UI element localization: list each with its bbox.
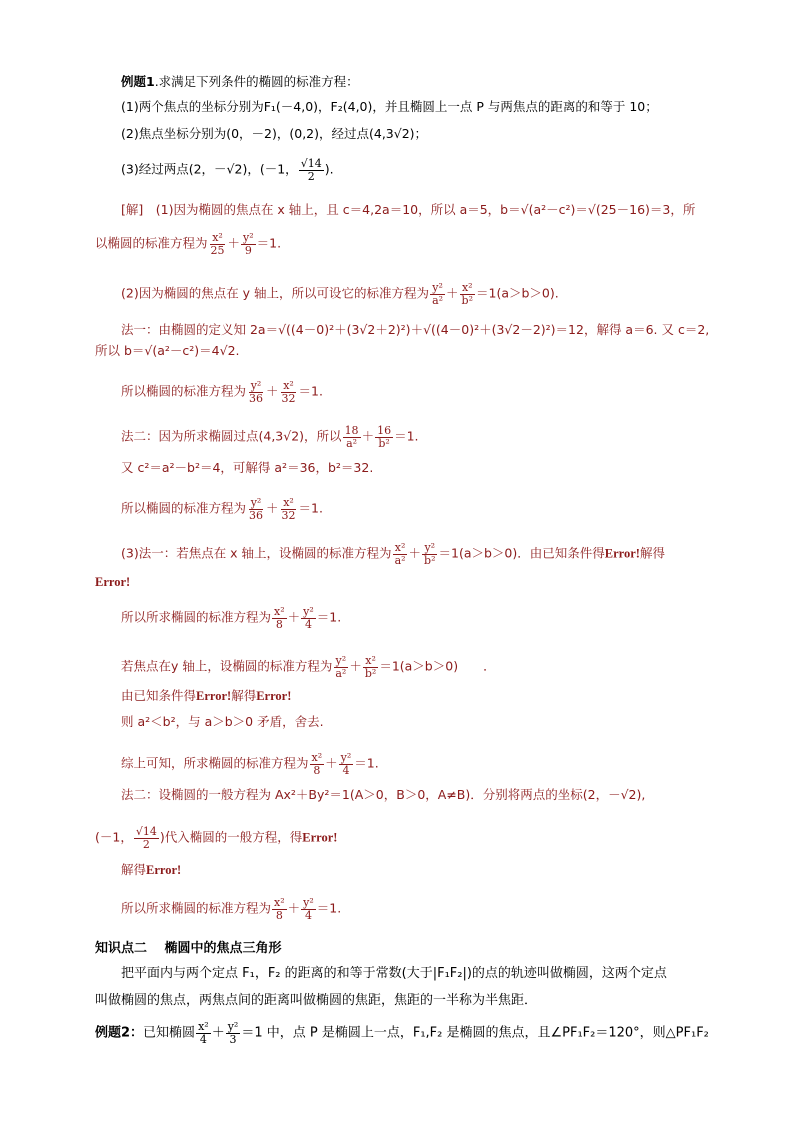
solution-line-1: [解] (1)因为椭圆的焦点在 x 轴上，且 c＝4,2a＝10，所以 a＝5，b＝√(a²－c²)＝√(25－16)＝3，所: [121, 202, 696, 217]
example1-title-text: .求满足下列条件的椭圆的标准方程：: [154, 74, 359, 89]
fraction: $\frac{\text{y²}}{9}$: [243, 231, 254, 257]
fraction-sqrt14-over-2: $\frac{√14}{2}$: [300, 157, 322, 183]
example2: 例题2：已知椭圆 $\frac{\text{x²}}{4}$ ＋ $\frac{\text{y²}}{3}$ ＝1 中，点 P 是椭圆上一点，F₁,F₂ 是椭圆的焦点，且∠PF₁F₂＝120°，则△PF₁F₂: [95, 1020, 709, 1046]
section-heading: 知识点二 椭圆中的焦点三角形: [95, 941, 282, 956]
solution-line-14: 由已知条件得Error!解得Error!: [121, 688, 292, 703]
q3-text: (3)经过两点(2，－√2)，: [121, 161, 260, 177]
solution-line-19: 解得Error!: [121, 862, 182, 877]
solution-line-9: 所以椭圆的标准方程为 $\frac{\text{y²}}{36}$ ＋ $\frac{\text{x²}}{32}$ ＝1.: [121, 496, 323, 522]
fraction: $\frac{\text{x²}}{25}$: [210, 231, 225, 257]
fraction: $\frac{\text{x²}}{\text{b²}}$: [364, 654, 377, 680]
example1-question-1: (1)两个焦点的坐标分别为F₁(－4,0)，F₂(4,0)，并且椭圆上一点 P 与两焦点的距离的和等于 10；: [121, 99, 658, 114]
solution-line-2: 以椭圆的标准方程为 $\frac{\text{x²}}{25}$ ＋ $\frac{\text{y²}}{9}$ ＝1.: [95, 231, 282, 257]
fraction: $\frac{\text{y²}}{\text{a²}}$: [335, 654, 347, 680]
fraction-sqrt14-over-2: $\frac{√14}{2}$: [135, 825, 157, 851]
solution-line-5: 所以 b＝√(a²－c²)＝4√2.: [95, 343, 240, 358]
fraction: $\frac{\text{x²}}{8}$: [274, 605, 285, 631]
solution-line-10: (3)法一：若焦点在 x 轴上，设椭圆的标准方程为 $\frac{\text{x²}}{\text{a²}}$ ＋ $\frac{\text{y²}}{\text{b²}}$ ＝1(a＞b＞0)．由已知条件得Error!解得: [121, 541, 665, 567]
definition-line-2: 叫做椭圆的焦点，两焦点间的距离叫做椭圆的焦距，焦距的一半称为半焦距．: [95, 993, 538, 1008]
solution-line-20: 所以所求椭圆的标准方程为 $\frac{\text{x²}}{8}$ ＋ $\frac{\text{y²}}{4}$ ＝1.: [121, 896, 342, 922]
solution-line-4: 法一：由椭圆的定义知 2a＝√((4－0)²＋(3√2＋2)²)＋√((4－0)²＋(3√2－2)²)＝12，解得 a＝6. 又 c＝2,: [121, 322, 710, 337]
fraction: $\frac{\text{y²}}{4}$: [303, 605, 314, 631]
solution-line-16: 综上可知，所求椭圆的标准方程为 $\frac{\text{x²}}{8}$ ＋ $\frac{\text{y²}}{4}$ ＝1.: [121, 751, 379, 777]
fraction: $\frac{\text{y²}}{3}$: [227, 1020, 239, 1046]
solution-line-18: (－1， $\frac{√14}{2}$ )代入椭圆的一般方程，得Error!: [95, 825, 338, 851]
fraction: $\frac{\text{x²}}{32}$: [281, 496, 296, 522]
example1-title: [121, 76, 359, 89]
example2-label: 例题2：: [95, 1025, 144, 1041]
example1-question-2: (2)焦点坐标分别为(0，－2)，(0,2)，经过点(4,3√2)；: [121, 126, 428, 141]
fraction: $\frac{\text{x²}}{8}$: [274, 896, 285, 922]
fraction: $\frac{\text{y²}}{\text{a²}}$: [432, 281, 444, 307]
fraction: $\frac{\text{y²}}{4}$: [340, 751, 352, 777]
fraction: $\frac{\text{x²}}{4}$: [198, 1020, 209, 1046]
solution-line-17: 法二：设椭圆的一般方程为 Ax²＋By²＝1(A＞0，B＞0，A≠B)．分别将两点的坐标(2，－√2),: [121, 787, 646, 802]
fraction: $\frac{\text{y²}}{4}$: [303, 896, 314, 922]
solution-line-11: Error!: [95, 575, 131, 589]
solution-line-12: 所以所求椭圆的标准方程为 $\frac{\text{x²}}{8}$ ＋ $\frac{\text{y²}}{4}$ ＝1.: [121, 605, 342, 631]
fraction: $\frac{16}{\text{b²}}$: [377, 424, 392, 450]
example1-label: 例题1: [121, 74, 155, 89]
solution-line-15: 则 a²＜b²，与 a＞b＞0 矛盾，舍去.: [121, 714, 324, 729]
q3-end: ).: [324, 161, 334, 177]
fraction: $\frac{\text{x²}}{\text{b²}}$: [461, 281, 473, 307]
solution-line-3: (2)因为椭圆的焦点在 y 轴上，所以可设它的标准方程为 $\frac{\text{y²}}{\text{a²}}$ ＋ $\frac{\text{x²}}{\text{b²}}$ ＝1(a＞b＞0).: [121, 281, 559, 307]
fraction: $\frac{18}{\text{a²}}$: [344, 424, 359, 450]
fraction: $\frac{\text{y²}}{36}$: [249, 379, 264, 405]
definition-line-1: 把平面内与两个定点 F₁，F₂ 的距离的和等于常数(大于|F₁F₂|)的点的轨迹叫做椭圆，这两个定点: [121, 966, 667, 981]
fraction: $\frac{\text{x²}}{32}$: [281, 379, 296, 405]
example1-question-3: [121, 158, 334, 182]
solution-line-13: 若焦点在y 轴上，设椭圆的标准方程为 $\frac{\text{y²}}{\text{a²}}$ ＋ $\frac{\text{x²}}{\text{b²}}$ ＝1(a＞b＞0) ．: [121, 654, 496, 680]
fraction: $\frac{\text{y²}}{\text{b²}}$: [424, 541, 436, 567]
fraction: $\frac{\text{x²}}{8}$: [311, 751, 323, 777]
fraction: $\frac{\text{x²}}{\text{a²}}$: [394, 541, 406, 567]
solution-line-7: 法二：因为所求椭圆过点(4,3√2)，所以 $\frac{18}{\text{a²}}$ ＋ $\frac{16}{\text{b²}}$ ＝1.: [121, 424, 419, 450]
fraction: $\frac{\text{y²}}{36}$: [249, 496, 264, 522]
q3-point: (－1，: [259, 161, 298, 177]
solution-line-6: 所以椭圆的标准方程为 $\frac{\text{y²}}{36}$ ＋ $\frac{\text{x²}}{32}$ ＝1.: [121, 379, 323, 405]
solution-line-8: 又 c²＝a²－b²＝4，可解得 a²＝36，b²＝32.: [121, 460, 374, 475]
